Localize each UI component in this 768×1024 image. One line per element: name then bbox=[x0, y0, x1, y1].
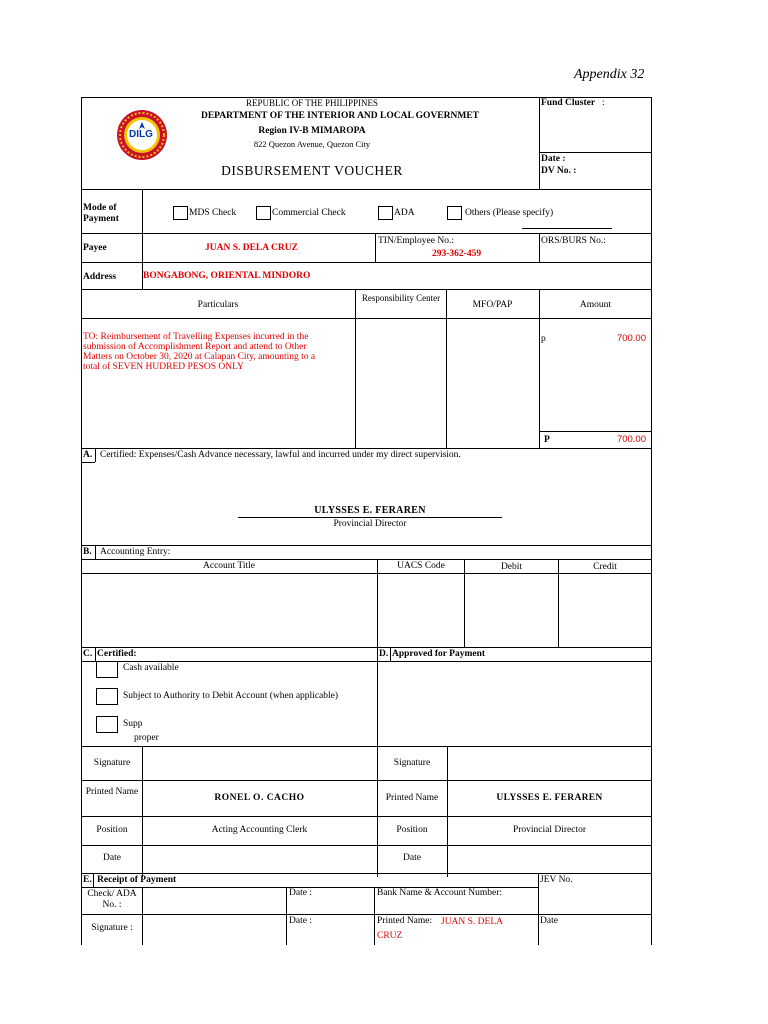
jev-no-label: JEV No. bbox=[540, 875, 573, 885]
supporting-docs-label-2: proper bbox=[134, 733, 159, 743]
dv-no-label: DV No. : bbox=[541, 166, 577, 176]
receipt-printed-name-label: Printed Name: bbox=[377, 916, 433, 926]
receipt-printed-name: JUAN S. DELA CRUZ bbox=[377, 917, 503, 941]
left-printed-name: RONEL O. CACHO bbox=[214, 793, 305, 803]
others-label: Others (Please specify) bbox=[465, 208, 554, 218]
section-a-certification: Certified: Expenses/Cash Advance necessary, lawful and incurred under my direct supervision. bbox=[100, 450, 461, 460]
section-d-letter: D. bbox=[379, 649, 389, 659]
particulars-line: TO: Reimbursement of Travelling Expenses incurred in the bbox=[83, 332, 309, 342]
uacs-code-header: UACS Code bbox=[397, 561, 445, 571]
left-printed-name-label: Printed Name bbox=[85, 787, 139, 797]
mfo-pap-header: MFO/PAP bbox=[472, 300, 513, 310]
total-value: 700.00 bbox=[616, 434, 646, 445]
right-printed-name: ULYSSES E. FERAREN bbox=[496, 793, 603, 803]
particulars-line: total of SEVEN HUDRED PESOS ONLY bbox=[83, 362, 244, 372]
right-signature-label: Signature bbox=[393, 758, 431, 768]
credit-header: Credit bbox=[593, 562, 617, 572]
particulars-line: Matters on October 30, 2020 at Calapan City, amounting to a bbox=[83, 352, 316, 362]
logo-text: DILG bbox=[129, 129, 153, 140]
responsibility-center-header: Responsibility Center bbox=[361, 293, 441, 303]
check-ada-label: Check/ ADA No. : bbox=[87, 889, 137, 911]
office-address: 822 Quezon Avenue, Quezon City bbox=[253, 139, 371, 149]
cash-available-label: Cash available bbox=[123, 663, 179, 673]
right-date-label: Date bbox=[403, 853, 421, 863]
address-label: Address bbox=[83, 272, 117, 282]
right-position-label: Position bbox=[396, 825, 428, 835]
amount-header: Amount bbox=[579, 300, 612, 310]
authority-debit-label: Subject to Authority to Debit Account (when applicable) bbox=[123, 691, 339, 701]
total-currency: P bbox=[544, 435, 550, 445]
address-value: BONGABONG, ORIENTAL MINDORO bbox=[143, 271, 311, 281]
payee-label: Payee bbox=[83, 243, 107, 253]
voucher-title: DISBURSEMENT VOUCHER bbox=[221, 163, 403, 178]
others-checkbox[interactable] bbox=[447, 206, 462, 220]
bank-account-label: Bank Name & Account Number: bbox=[377, 888, 503, 898]
right-printed-name-label: Printed Name bbox=[385, 793, 439, 803]
ada-label: ADA bbox=[394, 208, 415, 218]
mode-of-payment-label: Mode of Payment bbox=[83, 203, 119, 224]
commercial-check-label: Commercial Check bbox=[272, 208, 346, 218]
ada-checkbox[interactable] bbox=[378, 206, 393, 220]
particulars-header: Particulars bbox=[197, 300, 239, 310]
date-label-1: Date : bbox=[289, 888, 312, 898]
supporting-docs-checkbox[interactable] bbox=[96, 716, 118, 733]
payee-name: JUAN S. DELA CRUZ bbox=[205, 243, 298, 253]
ors-burs-label: ORS/BURS No.: bbox=[541, 236, 606, 246]
authority-debit-checkbox[interactable] bbox=[96, 688, 118, 705]
account-title-header: Account Title bbox=[203, 561, 255, 571]
date-label: Date : bbox=[541, 154, 566, 164]
date-label-3: Date bbox=[540, 916, 558, 926]
section-a-name: ULYSSES E. FERAREN bbox=[314, 505, 426, 516]
left-date-label: Date bbox=[103, 853, 121, 863]
section-b-letter: B. bbox=[83, 547, 92, 557]
mds-check-label: MDS Check bbox=[189, 208, 237, 218]
fund-cluster-label: Fund Cluster bbox=[541, 98, 596, 108]
section-c-text: Certified: bbox=[97, 649, 137, 659]
mds-check-checkbox[interactable] bbox=[173, 206, 188, 220]
amount-currency: p bbox=[541, 334, 546, 344]
tin-label: TIN/Employee No.: bbox=[378, 236, 454, 246]
section-a-letter: A. bbox=[83, 450, 93, 460]
others-specify-line[interactable] bbox=[522, 228, 612, 229]
section-b-text: Accounting Entry: bbox=[100, 547, 171, 557]
section-c-letter: C. bbox=[83, 649, 93, 659]
region-heading: Region IV-B MIMAROPA bbox=[258, 126, 366, 136]
department-heading: DEPARTMENT OF THE INTERIOR AND LOCAL GOVERNMET bbox=[200, 111, 480, 121]
commercial-check-checkbox[interactable] bbox=[256, 206, 271, 220]
fund-cluster-colon: : bbox=[602, 98, 605, 108]
amount-value: 700.00 bbox=[616, 333, 646, 344]
section-a-title: Provincial Director bbox=[333, 519, 407, 529]
republic-heading: REPUBLIC OF THE PHILIPPINES bbox=[245, 98, 379, 108]
tin-value: 293-362-459 bbox=[432, 249, 482, 259]
particulars-line: submission of Accomplishment Report and attend to Other bbox=[83, 342, 307, 352]
section-e-letter: E. bbox=[83, 875, 92, 885]
left-position: Acting Accounting Clerk bbox=[211, 825, 308, 835]
dilg-logo bbox=[116, 109, 168, 161]
supporting-docs-label: Supp bbox=[123, 719, 143, 729]
section-d-text: Approved for Payment bbox=[392, 649, 486, 659]
left-position-label: Position bbox=[96, 825, 128, 835]
date-label-2: Date : bbox=[289, 916, 312, 926]
section-e-text: Receipt of Payment bbox=[97, 875, 177, 885]
cash-available-checkbox[interactable] bbox=[96, 661, 118, 678]
debit-header: Debit bbox=[500, 562, 523, 572]
receipt-signature-label: Signature : bbox=[91, 923, 133, 933]
appendix-label: Appendix 32 bbox=[574, 67, 645, 82]
left-signature-label: Signature bbox=[93, 758, 131, 768]
right-position: Provincial Director bbox=[512, 825, 587, 835]
